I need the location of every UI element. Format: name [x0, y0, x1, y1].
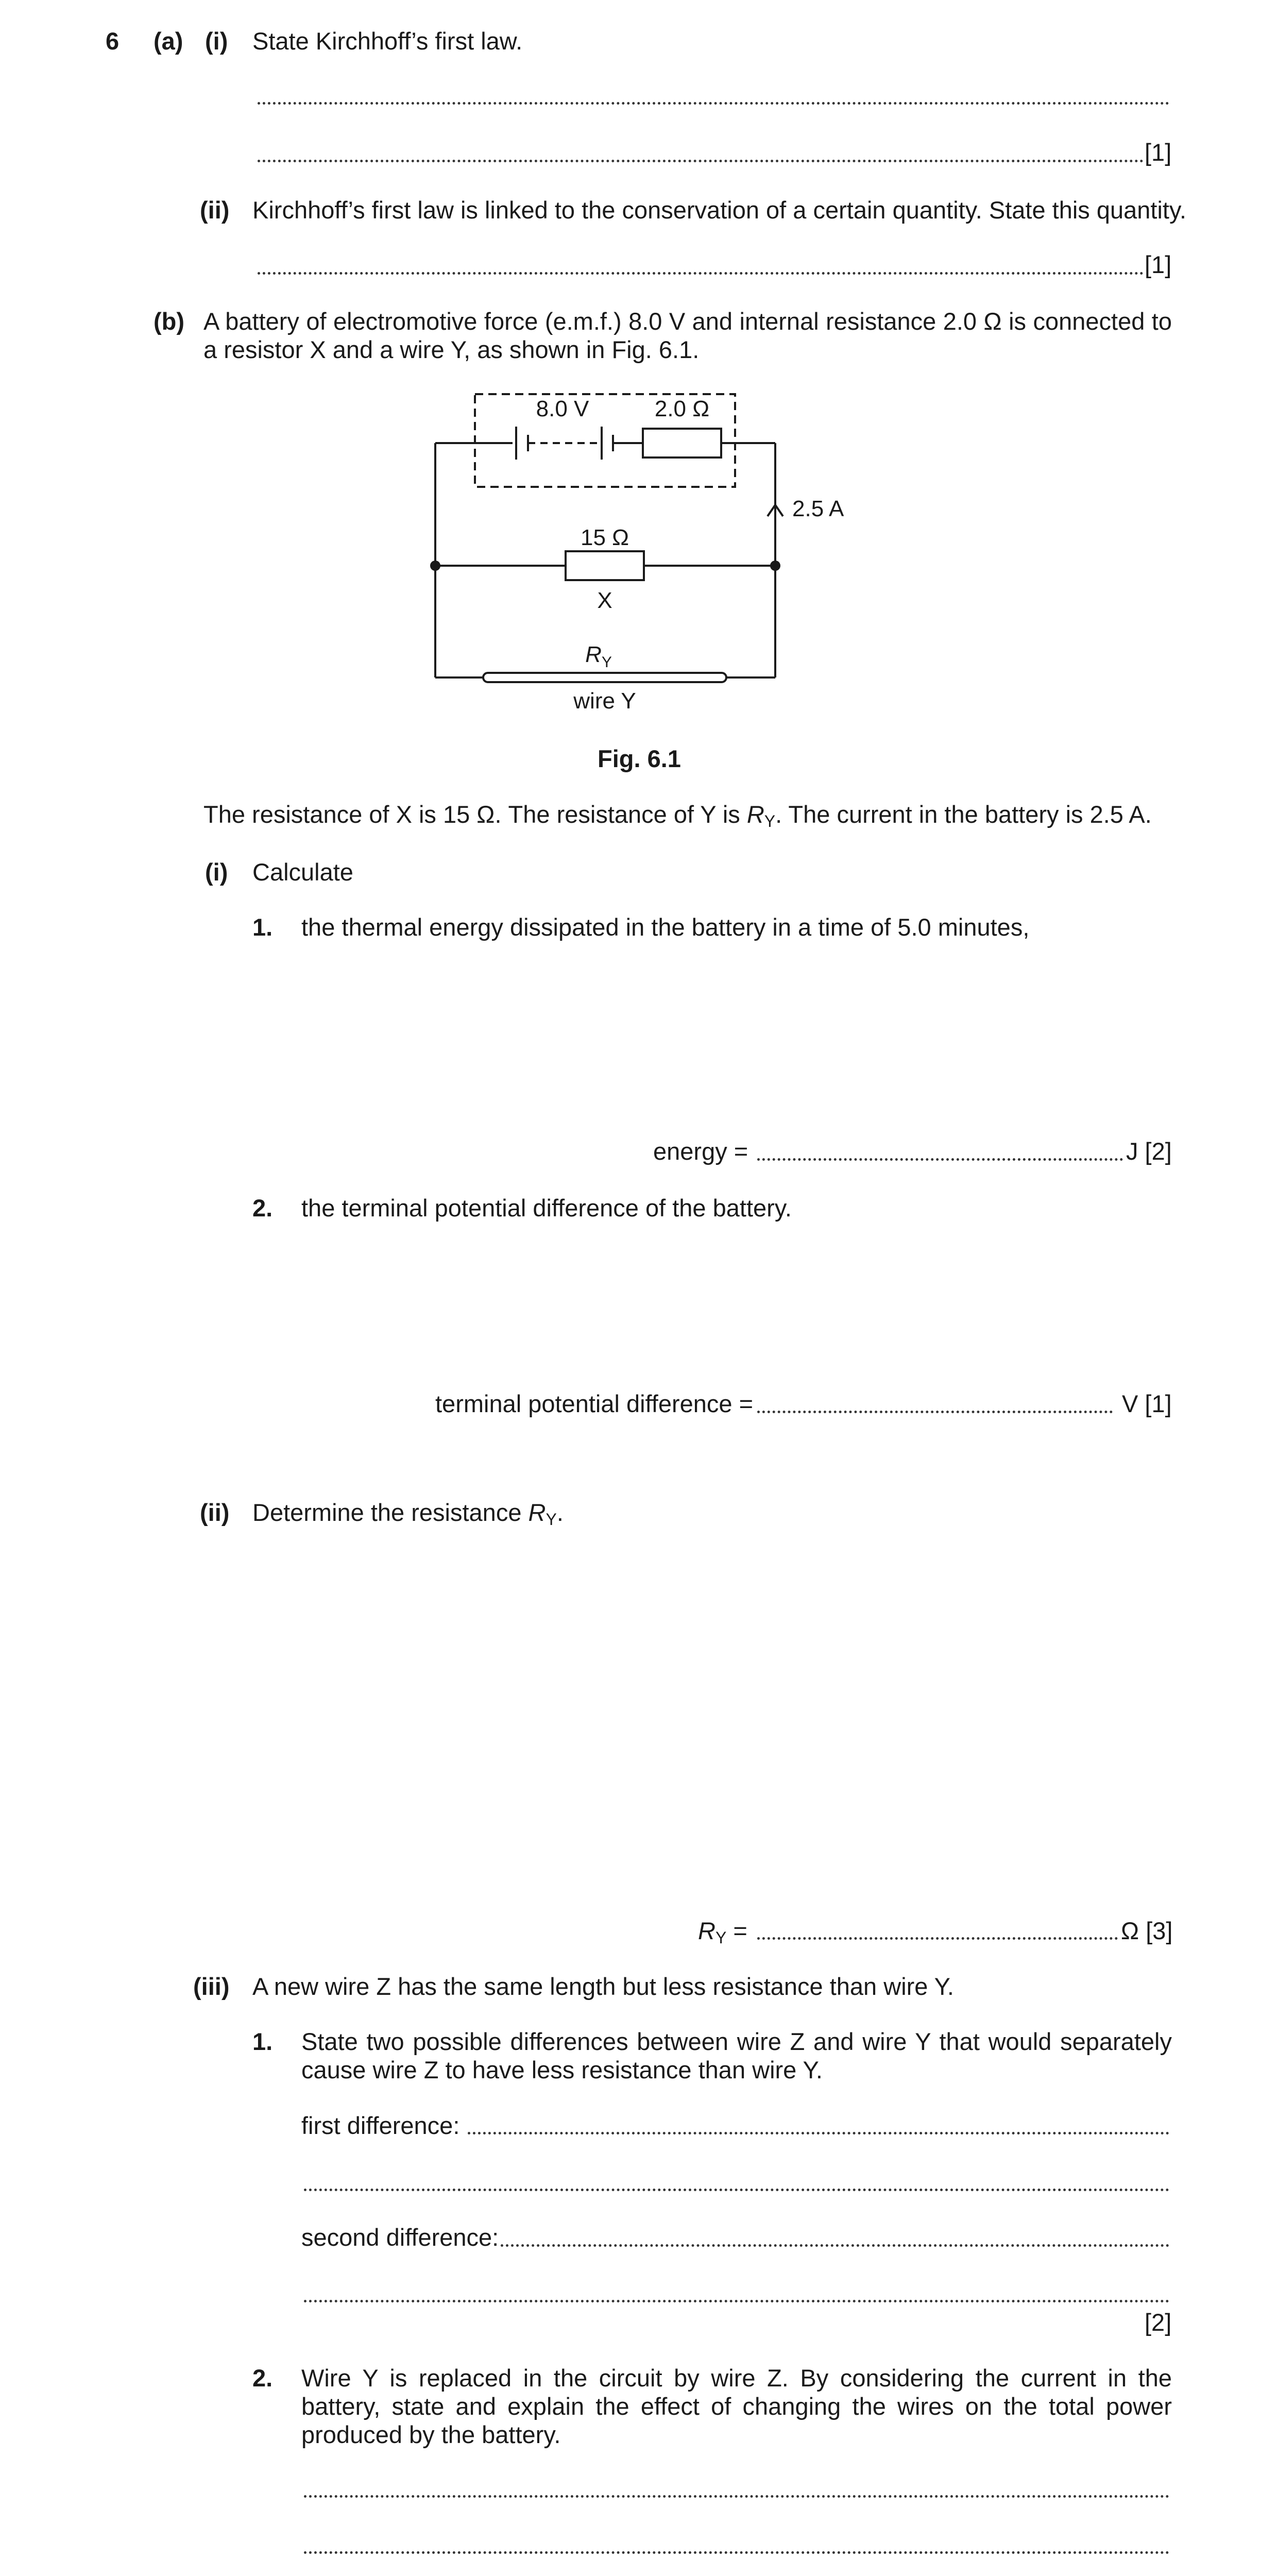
answer-line[interactable]: [757, 1411, 1113, 1413]
answer-line[interactable]: [757, 1937, 1118, 1940]
resistor-x-label: X: [597, 588, 612, 613]
part-a-ii-text: Kirchhoff’s first law is linked to the conservation of a certain quantity. State this quantity.: [252, 196, 1187, 224]
marks: [1]: [1145, 251, 1172, 278]
second-difference-label: second difference:: [301, 2224, 499, 2251]
part-b-i-text: Calculate: [252, 858, 353, 886]
part-b-ii-label: (ii): [200, 1499, 230, 1526]
answer-line[interactable]: [304, 2300, 1169, 2302]
internal-resistor: [643, 429, 721, 457]
part-b-iii-1-text: State two possible differences between wire Z and wire Y that would separately cause wire Z to have less resistance than wire Y.: [301, 2028, 1172, 2083]
ry-label: $R_Y$: [585, 642, 612, 671]
part-b-i-1-num: 1.: [252, 913, 273, 941]
part-b-ii-text: Determine the resistance $R_Y$.: [252, 1499, 564, 1529]
part-a-i-label: (i): [205, 27, 228, 55]
answer-line[interactable]: [468, 2132, 1169, 2134]
part-b-label: (b): [154, 308, 185, 335]
answer-label: terminal potential difference =: [435, 1390, 754, 1417]
wire-y-label: wire Y: [573, 688, 636, 714]
answer-unit: V [1]: [1122, 1390, 1172, 1417]
answer-label: $R_Y$ =: [698, 1917, 747, 1947]
part-b-iii-2-num: 2.: [252, 2364, 273, 2392]
answer-line[interactable]: [258, 102, 1169, 105]
answer-line[interactable]: [304, 2551, 1169, 2554]
answer-line[interactable]: [304, 2495, 1169, 2498]
emf-label: 8.0 V: [536, 396, 589, 421]
answer-line[interactable]: [304, 2189, 1169, 2191]
part-b-iii-1-num: 1.: [252, 2028, 273, 2055]
junction-dot: [770, 561, 780, 571]
part-b-iii-2-text: Wire Y is replaced in the circuit by wire Z. By considering the current in the battery, state and explain the effect of changing the wires on the total power produced by the battery.: [301, 2364, 1172, 2448]
answer-line[interactable]: [258, 160, 1144, 162]
circuit-diagram: [412, 381, 876, 721]
resistor-x-value: 15 Ω: [580, 525, 629, 550]
internal-resistance-label: 2.0 Ω: [654, 396, 710, 421]
figure-caption: Fig. 6.1: [598, 745, 681, 772]
answer-unit: J [2]: [1126, 1138, 1172, 1165]
part-b-i-label: (i): [205, 858, 228, 886]
part-a-ii-label: (ii): [200, 196, 230, 224]
answer-label: energy =: [653, 1138, 748, 1165]
current-label: 2.5 A: [792, 496, 844, 521]
answer-line[interactable]: [501, 2244, 1169, 2247]
part-b-iii-label: (iii): [193, 1973, 230, 2000]
wire-y: [483, 673, 726, 682]
marks: [1]: [1145, 139, 1172, 166]
part-b-iii-text: A new wire Z has the same length but less resistance than wire Y.: [252, 1973, 954, 2000]
question-number: 6: [106, 27, 120, 55]
answer-line[interactable]: [757, 1158, 1123, 1161]
part-b-statement: The resistance of X is 15 Ω. The resistance of Y is $R_Y$. The current in the battery is 2.5 A.: [203, 801, 1152, 831]
resistor-x: [566, 551, 644, 580]
junction-dot: [430, 561, 440, 571]
first-difference-label: first difference:: [301, 2112, 460, 2139]
part-a-i-text: State Kirchhoff’s first law.: [252, 27, 523, 55]
part-a-label: (a): [154, 27, 183, 55]
part-b-intro: A battery of electromotive force (e.m.f.) 8.0 V and internal resistance 2.0 Ω is connected to a resistor X and a wire Y, as shown in Fig. 6.1.: [203, 308, 1172, 363]
part-b-i-2-num: 2.: [252, 1194, 273, 1222]
answer-unit: Ω [3]: [1121, 1917, 1173, 1944]
part-b-i-1-text: the thermal energy dissipated in the battery in a time of 5.0 minutes,: [301, 913, 1030, 941]
answer-line[interactable]: [258, 272, 1144, 275]
part-b-i-2-text: the terminal potential difference of the battery.: [301, 1194, 792, 1222]
marks: [2]: [1145, 2309, 1172, 2336]
